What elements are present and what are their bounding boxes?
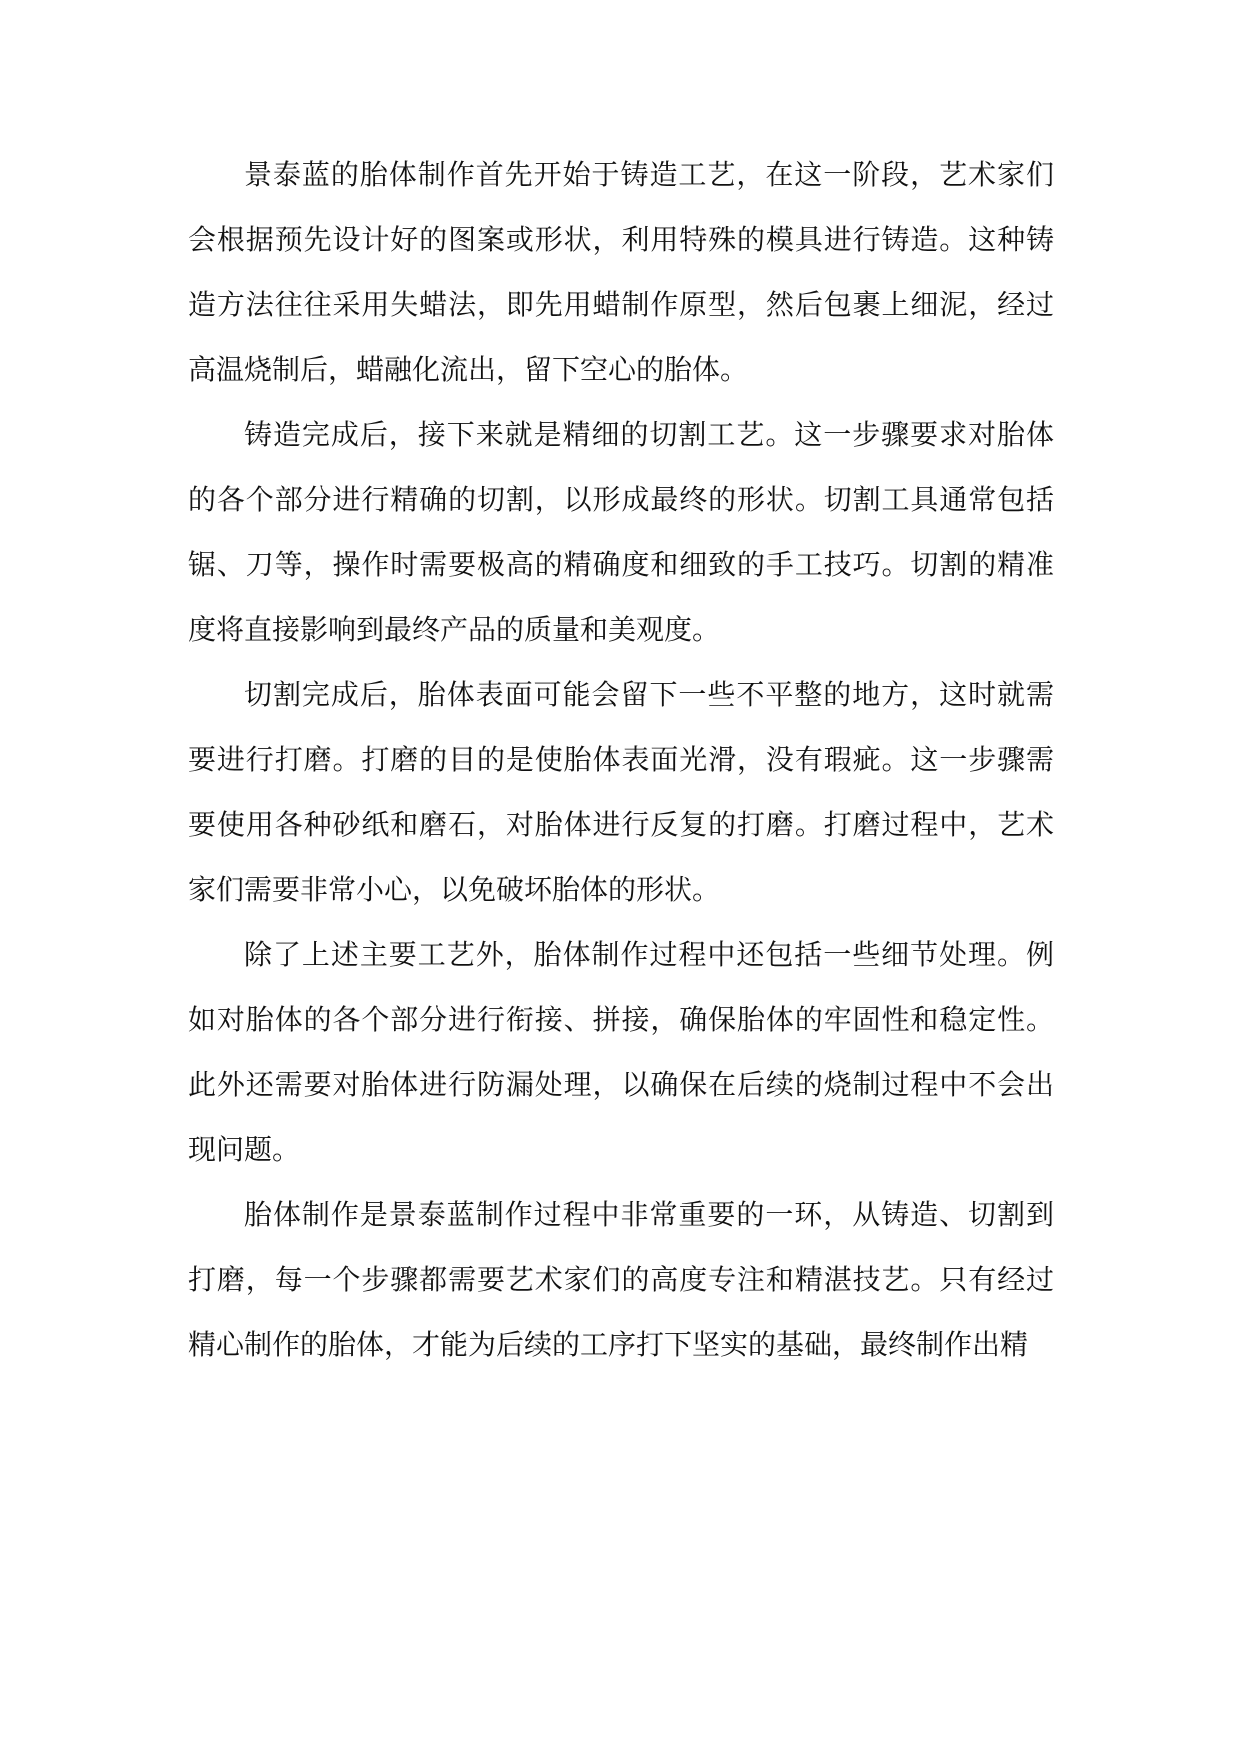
paragraph-details: 除了上述主要工艺外，胎体制作过程中还包括一些细节处理。例如对胎体的各个部分进行衔接、拼接，确保胎体的牢固性和稳定性。此外还需要对胎体进行防漏处理，以确保在后续的烧制过程中不会出现问题。 — [188, 938, 1054, 1166]
document-body — [188, 142, 1054, 1377]
paragraph-summary: 胎体制作是景泰蓝制作过程中非常重要的一环，从铸造、切割到打磨，每一个步骤都需要艺术家们的高度专注和精湛技艺。只有经过精心制作的胎体，才能为后续的工序打下坚实的基础，最终制作出精 — [188, 1198, 1054, 1361]
paragraph-polishing: 切割完成后，胎体表面可能会留下一些不平整的地方，这时就需要进行打磨。打磨的目的是使胎体表面光滑，没有瑕疵。这一步骤需要使用各种砂纸和磨石，对胎体进行反复的打磨。打磨过程中，艺术家们需要非常小心，以免破坏胎体的形状。 — [188, 678, 1054, 906]
paragraph-cutting: 铸造完成后，接下来就是精细的切割工艺。这一步骤要求对胎体的各个部分进行精确的切割，以形成最终的形状。切割工具通常包括锯、刀等，操作时需要极高的精确度和细致的手工技巧。切割的精准度将直接影响到最终产品的质量和美观度。 — [188, 418, 1054, 646]
paragraph-casting: 景泰蓝的胎体制作首先开始于铸造工艺，在这一阶段，艺术家们会根据预先设计好的图案或形状，利用特殊的模具进行铸造。这种铸造方法往往采用失蜡法，即先用蜡制作原型，然后包裹上细泥，经过高温烧制后，蜡融化流出，留下空心的胎体。 — [188, 158, 1054, 386]
